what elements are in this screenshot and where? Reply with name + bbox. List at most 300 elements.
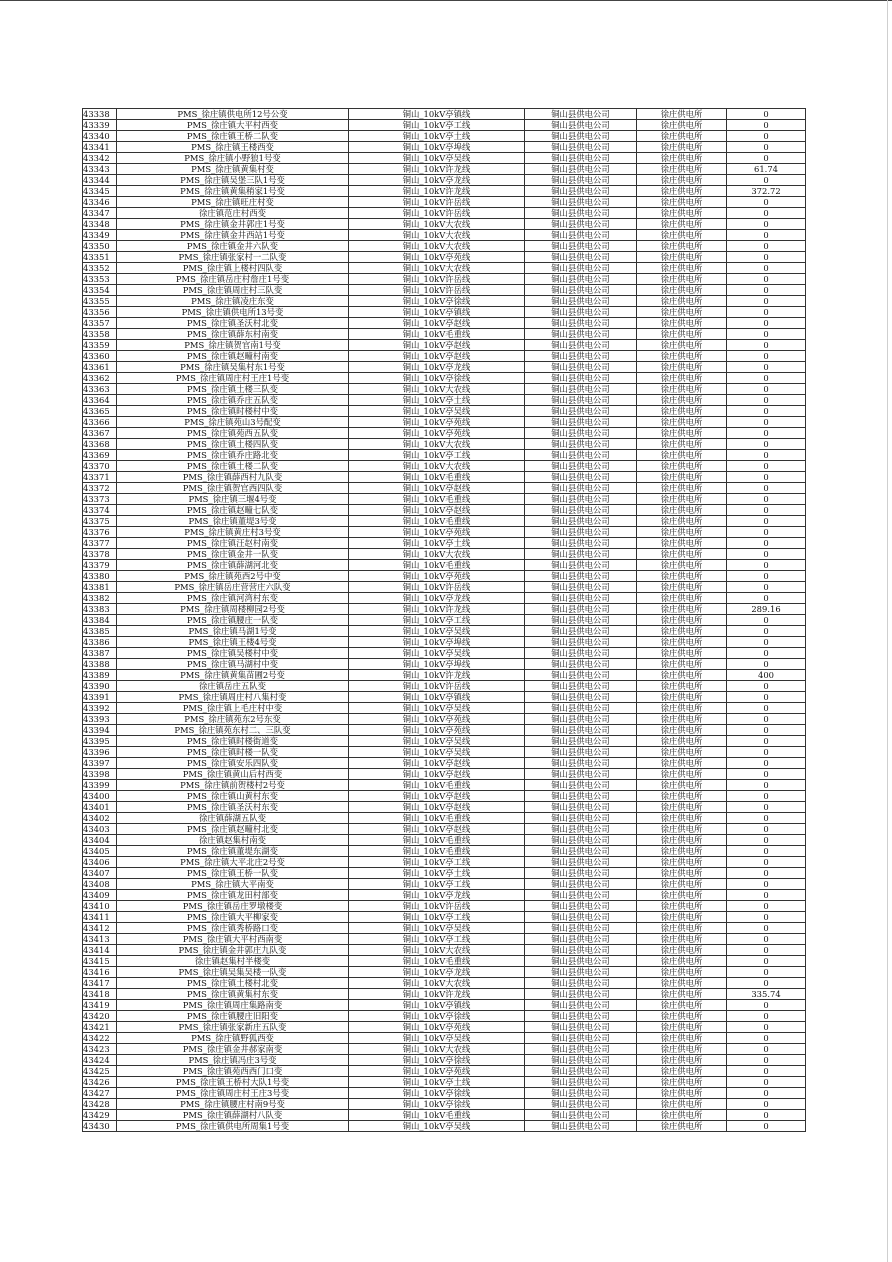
value-cell: 0 [727, 923, 806, 934]
feeder-line: 铜山_10kV亭工线 [349, 879, 525, 890]
transformer-name: PMS_徐庄镇吴堡三队1号变 [117, 175, 349, 186]
feeder-line: 铜山_10kV许岳线 [349, 274, 525, 285]
page-top-border [0, 0, 892, 1]
table-row [83, 472, 806, 483]
company-name: 铜山县供电公司 [525, 472, 637, 483]
station-name: 徐庄供电所 [637, 1022, 727, 1033]
transformer-name: PMS_徐庄镇马湖1号变 [117, 626, 349, 637]
table-row [83, 1121, 806, 1132]
transformer-name: 徐庄镇赵集村南变 [117, 835, 349, 846]
value-cell: 0 [727, 329, 806, 340]
value-cell: 0 [727, 241, 806, 252]
transformer-name: PMS_徐庄镇时楼村中变 [117, 406, 349, 417]
station-name: 徐庄供电所 [637, 142, 727, 153]
company-name: 铜山县供电公司 [525, 824, 637, 835]
row-id: 43401 [83, 802, 117, 813]
value-cell: 0 [727, 1099, 806, 1110]
row-id: 43391 [83, 692, 117, 703]
table-row [83, 164, 806, 175]
row-id: 43398 [83, 769, 117, 780]
company-name: 铜山县供电公司 [525, 637, 637, 648]
company-name: 铜山县供电公司 [525, 956, 637, 967]
company-name: 铜山县供电公司 [525, 736, 637, 747]
feeder-line: 铜山_10kV毛重线 [349, 560, 525, 571]
table-row [83, 450, 806, 461]
row-id: 43378 [83, 549, 117, 560]
row-id: 43428 [83, 1099, 117, 1110]
value-cell: 0 [727, 1121, 806, 1132]
row-id: 43371 [83, 472, 117, 483]
value-cell: 0 [727, 175, 806, 186]
station-name: 徐庄供电所 [637, 747, 727, 758]
company-name: 铜山县供电公司 [525, 780, 637, 791]
table-row [83, 131, 806, 142]
station-name: 徐庄供电所 [637, 978, 727, 989]
value-cell: 0 [727, 956, 806, 967]
table-row [83, 824, 806, 835]
row-id: 43421 [83, 1022, 117, 1033]
row-id: 43358 [83, 329, 117, 340]
row-id: 43384 [83, 615, 117, 626]
value-cell: 0 [727, 1033, 806, 1044]
station-name: 徐庄供电所 [637, 582, 727, 593]
station-name: 徐庄供电所 [637, 538, 727, 549]
table-row [83, 604, 806, 615]
station-name: 徐庄供电所 [637, 285, 727, 296]
transformer-name: PMS_徐庄镇大平南变 [117, 879, 349, 890]
transformer-name: PMS_徐庄镇王楼西变 [117, 142, 349, 153]
feeder-line: 铜山_10kV亭赵线 [349, 769, 525, 780]
company-name: 铜山县供电公司 [525, 109, 637, 120]
value-cell: 0 [727, 1066, 806, 1077]
table-row [83, 142, 806, 153]
company-name: 铜山县供电公司 [525, 1099, 637, 1110]
station-name: 徐庄供电所 [637, 923, 727, 934]
company-name: 铜山县供电公司 [525, 1033, 637, 1044]
feeder-line: 铜山_10kV毛重线 [349, 494, 525, 505]
row-id: 43420 [83, 1011, 117, 1022]
company-name: 铜山县供电公司 [525, 340, 637, 351]
station-name: 徐庄供电所 [637, 483, 727, 494]
station-name: 徐庄供电所 [637, 153, 727, 164]
feeder-line: 铜山_10kV亭徐线 [349, 1088, 525, 1099]
feeder-line: 铜山_10kV亭镇线 [349, 1000, 525, 1011]
company-name: 铜山县供电公司 [525, 659, 637, 670]
transformer-name: PMS_徐庄镇金井西站1号变 [117, 230, 349, 241]
table-row [83, 351, 806, 362]
feeder-line: 铜山_10kV亭工线 [349, 934, 525, 945]
value-cell: 0 [727, 901, 806, 912]
feeder-line: 铜山_10kV大农线 [349, 219, 525, 230]
transformer-table [82, 108, 806, 1132]
row-id: 43360 [83, 351, 117, 362]
transformer-name: PMS_徐庄镇上毛庄村中变 [117, 703, 349, 714]
station-name: 徐庄供电所 [637, 758, 727, 769]
transformer-name: PMS_徐庄镇乔庄路北变 [117, 450, 349, 461]
station-name: 徐庄供电所 [637, 505, 727, 516]
station-name: 徐庄供电所 [637, 1121, 727, 1132]
station-name: 徐庄供电所 [637, 241, 727, 252]
feeder-line: 铜山_10kV亭苑线 [349, 417, 525, 428]
value-cell: 0 [727, 285, 806, 296]
transformer-name: PMS_徐庄镇王桥村大队1号变 [117, 1077, 349, 1088]
value-cell: 0 [727, 879, 806, 890]
row-id: 43370 [83, 461, 117, 472]
transformer-name: PMS_徐庄镇供电所13号变 [117, 307, 349, 318]
transformer-name: PMS_徐庄镇黄集村变 [117, 164, 349, 175]
table-row [83, 901, 806, 912]
value-cell: 0 [727, 912, 806, 923]
feeder-line: 铜山_10kV亭工线 [349, 912, 525, 923]
station-name: 徐庄供电所 [637, 890, 727, 901]
company-name: 铜山县供电公司 [525, 450, 637, 461]
value-cell: 0 [727, 263, 806, 274]
transformer-name: PMS_徐庄镇土楼村北变 [117, 978, 349, 989]
table-row [83, 791, 806, 802]
feeder-line: 铜山_10kV亭吴线 [349, 626, 525, 637]
station-name: 徐庄供电所 [637, 1033, 727, 1044]
table-row [83, 1066, 806, 1077]
table-row [83, 593, 806, 604]
value-cell: 0 [727, 824, 806, 835]
table-row [83, 857, 806, 868]
station-name: 徐庄供电所 [637, 868, 727, 879]
transformer-name: PMS_徐庄镇苑西五队变 [117, 428, 349, 439]
table-row [83, 186, 806, 197]
transformer-name: PMS_徐庄镇马湖村中变 [117, 659, 349, 670]
table-row [83, 1077, 806, 1088]
company-name: 铜山县供电公司 [525, 131, 637, 142]
row-id: 43408 [83, 879, 117, 890]
value-cell: 0 [727, 1110, 806, 1121]
table-row [83, 692, 806, 703]
company-name: 铜山县供电公司 [525, 758, 637, 769]
transformer-name: PMS_徐庄镇岳庄营营庄六队变 [117, 582, 349, 593]
value-cell: 0 [727, 120, 806, 131]
company-name: 铜山县供电公司 [525, 1044, 637, 1055]
station-name: 徐庄供电所 [637, 472, 727, 483]
row-id: 43425 [83, 1066, 117, 1077]
row-id: 43403 [83, 824, 117, 835]
row-id: 43429 [83, 1110, 117, 1121]
station-name: 徐庄供电所 [637, 802, 727, 813]
station-name: 徐庄供电所 [637, 1066, 727, 1077]
transformer-name: PMS_徐庄镇圣沃村北变 [117, 318, 349, 329]
station-name: 徐庄供电所 [637, 1044, 727, 1055]
transformer-name: PMS_徐庄镇土楼二队变 [117, 461, 349, 472]
value-cell: 0 [727, 296, 806, 307]
transformer-name: PMS_徐庄镇周庄村王庄3号变 [117, 1088, 349, 1099]
table-row [83, 736, 806, 747]
value-cell: 61.74 [727, 164, 806, 175]
transformer-name: PMS_徐庄镇乔庄五队变 [117, 395, 349, 406]
value-cell: 0 [727, 208, 806, 219]
value-cell: 0 [727, 483, 806, 494]
feeder-line: 铜山_10kV亭吴线 [349, 648, 525, 659]
table-row [83, 461, 806, 472]
company-name: 铜山县供电公司 [525, 648, 637, 659]
company-name: 铜山县供电公司 [525, 626, 637, 637]
station-name: 徐庄供电所 [637, 956, 727, 967]
company-name: 铜山县供电公司 [525, 307, 637, 318]
feeder-line: 铜山_10kV毛重线 [349, 472, 525, 483]
table-row [83, 769, 806, 780]
transformer-name: PMS_徐庄镇大平北庄2号变 [117, 857, 349, 868]
page-right-edge [887, 0, 888, 1262]
row-id: 43414 [83, 945, 117, 956]
transformer-name: PMS_徐庄镇王楼4号变 [117, 637, 349, 648]
row-id: 43405 [83, 846, 117, 857]
value-cell: 0 [727, 1055, 806, 1066]
station-name: 徐庄供电所 [637, 461, 727, 472]
row-id: 43423 [83, 1044, 117, 1055]
station-name: 徐庄供电所 [637, 560, 727, 571]
station-name: 徐庄供电所 [637, 945, 727, 956]
transformer-name: PMS_徐庄镇金井郭庄九队变 [117, 945, 349, 956]
feeder-line: 铜山_10kV亭龙线 [349, 593, 525, 604]
table-row [83, 120, 806, 131]
station-name: 徐庄供电所 [637, 725, 727, 736]
company-name: 铜山县供电公司 [525, 593, 637, 604]
row-id: 43387 [83, 648, 117, 659]
transformer-name: PMS_徐庄镇前贺楼村2号变 [117, 780, 349, 791]
table-row [83, 538, 806, 549]
company-name: 铜山县供电公司 [525, 329, 637, 340]
company-name: 铜山县供电公司 [525, 791, 637, 802]
station-name: 徐庄供电所 [637, 351, 727, 362]
row-id: 43345 [83, 186, 117, 197]
row-id: 43385 [83, 626, 117, 637]
station-name: 徐庄供电所 [637, 296, 727, 307]
station-name: 徐庄供电所 [637, 571, 727, 582]
station-name: 徐庄供电所 [637, 109, 727, 120]
company-name: 铜山县供电公司 [525, 483, 637, 494]
company-name: 铜山县供电公司 [525, 186, 637, 197]
company-name: 铜山县供电公司 [525, 417, 637, 428]
feeder-line: 铜山_10kV许岳线 [349, 582, 525, 593]
table-row [83, 549, 806, 560]
value-cell: 0 [727, 428, 806, 439]
value-cell: 0 [727, 934, 806, 945]
feeder-line: 铜山_10kV亭吴线 [349, 703, 525, 714]
transformer-name: PMS_徐庄镇腰庄一队变 [117, 615, 349, 626]
value-cell: 0 [727, 1000, 806, 1011]
station-name: 徐庄供电所 [637, 318, 727, 329]
feeder-line: 铜山_10kV许龙线 [349, 989, 525, 1000]
value-cell: 0 [727, 461, 806, 472]
station-name: 徐庄供电所 [637, 736, 727, 747]
company-name: 铜山县供电公司 [525, 142, 637, 153]
transformer-name: PMS_徐庄镇董堤3号变 [117, 516, 349, 527]
value-cell: 0 [727, 978, 806, 989]
company-name: 铜山县供电公司 [525, 901, 637, 912]
station-name: 徐庄供电所 [637, 395, 727, 406]
station-name: 徐庄供电所 [637, 615, 727, 626]
table-row [83, 285, 806, 296]
company-name: 铜山县供电公司 [525, 725, 637, 736]
station-name: 徐庄供电所 [637, 252, 727, 263]
table-row [83, 1099, 806, 1110]
transformer-name: PMS_徐庄镇赵疃村南变 [117, 351, 349, 362]
row-id: 43351 [83, 252, 117, 263]
row-id: 43338 [83, 109, 117, 120]
feeder-line: 铜山_10kV亭龙线 [349, 890, 525, 901]
company-name: 铜山县供电公司 [525, 989, 637, 1000]
value-cell: 0 [727, 538, 806, 549]
transformer-name: PMS_徐庄镇吴集吴楼一队变 [117, 967, 349, 978]
row-id: 43383 [83, 604, 117, 615]
row-id: 43350 [83, 241, 117, 252]
feeder-line: 铜山_10kV亭徐线 [349, 1055, 525, 1066]
table-row [83, 714, 806, 725]
value-cell: 0 [727, 835, 806, 846]
table-row [83, 1000, 806, 1011]
feeder-line: 铜山_10kV亭赵线 [349, 791, 525, 802]
feeder-line: 铜山_10kV亭工线 [349, 615, 525, 626]
value-cell: 0 [727, 846, 806, 857]
transformer-name: PMS_徐庄镇薛西村九队变 [117, 472, 349, 483]
station-name: 徐庄供电所 [637, 857, 727, 868]
transformer-name: PMS_徐庄镇岳庄村詹庄1号变 [117, 274, 349, 285]
row-id: 43411 [83, 912, 117, 923]
table-row [83, 703, 806, 714]
value-cell: 0 [727, 681, 806, 692]
company-name: 铜山县供电公司 [525, 461, 637, 472]
company-name: 铜山县供电公司 [525, 252, 637, 263]
transformer-name: PMS_徐庄镇岳庄罗墩楼变 [117, 901, 349, 912]
feeder-line: 铜山_10kV毛重线 [349, 813, 525, 824]
company-name: 铜山县供电公司 [525, 164, 637, 175]
feeder-line: 铜山_10kV毛重线 [349, 516, 525, 527]
table-row [83, 802, 806, 813]
transformer-name: PMS_徐庄镇圣沃村东变 [117, 802, 349, 813]
row-id: 43348 [83, 219, 117, 230]
transformer-name: PMS_徐庄镇腰庄村南9号变 [117, 1099, 349, 1110]
feeder-line: 铜山_10kV亭镇线 [349, 109, 525, 120]
feeder-line: 铜山_10kV亭龙线 [349, 175, 525, 186]
table-row [83, 670, 806, 681]
station-name: 徐庄供电所 [637, 879, 727, 890]
value-cell: 0 [727, 890, 806, 901]
value-cell: 372.72 [727, 186, 806, 197]
transformer-name: PMS_徐庄镇张家村一二队变 [117, 252, 349, 263]
station-name: 徐庄供电所 [637, 527, 727, 538]
company-name: 铜山县供电公司 [525, 560, 637, 571]
company-name: 铜山县供电公司 [525, 153, 637, 164]
feeder-line: 铜山_10kV毛重线 [349, 329, 525, 340]
station-name: 徐庄供电所 [637, 417, 727, 428]
value-cell: 0 [727, 802, 806, 813]
company-name: 铜山县供电公司 [525, 978, 637, 989]
table-row [83, 1110, 806, 1121]
station-name: 徐庄供电所 [637, 120, 727, 131]
table-row [83, 384, 806, 395]
transformer-name: PMS_徐庄镇王桥一队变 [117, 868, 349, 879]
station-name: 徐庄供电所 [637, 1077, 727, 1088]
row-id: 43352 [83, 263, 117, 274]
company-name: 铜山县供电公司 [525, 373, 637, 384]
feeder-line: 铜山_10kV大农线 [349, 439, 525, 450]
row-id: 43359 [83, 340, 117, 351]
value-cell: 0 [727, 1077, 806, 1088]
value-cell: 0 [727, 307, 806, 318]
feeder-line: 铜山_10kV亭苑线 [349, 1022, 525, 1033]
table-row [83, 516, 806, 527]
feeder-line: 铜山_10kV大农线 [349, 461, 525, 472]
company-name: 铜山县供电公司 [525, 1000, 637, 1011]
station-name: 徐庄供电所 [637, 780, 727, 791]
station-name: 徐庄供电所 [637, 384, 727, 395]
feeder-line: 铜山_10kV亭土线 [349, 538, 525, 549]
feeder-line: 铜山_10kV许岳线 [349, 208, 525, 219]
table-row [83, 417, 806, 428]
company-name: 铜山县供电公司 [525, 318, 637, 329]
transformer-name: PMS_徐庄镇王桥二队变 [117, 131, 349, 142]
table-row [83, 725, 806, 736]
table-row [83, 1033, 806, 1044]
company-name: 铜山县供电公司 [525, 714, 637, 725]
row-id: 43430 [83, 1121, 117, 1132]
value-cell: 0 [727, 1022, 806, 1033]
station-name: 徐庄供电所 [637, 714, 727, 725]
table-row [83, 1011, 806, 1022]
table-row [83, 406, 806, 417]
transformer-name: PMS_徐庄镇金井郝家南变 [117, 1044, 349, 1055]
transformer-name: PMS_徐庄镇供电所12号公变 [117, 109, 349, 120]
row-id: 43344 [83, 175, 117, 186]
transformer-name: PMS_徐庄镇黄集稍家1号变 [117, 186, 349, 197]
row-id: 43381 [83, 582, 117, 593]
value-cell: 0 [727, 725, 806, 736]
table-row [83, 879, 806, 890]
table-row [83, 373, 806, 384]
station-name: 徐庄供电所 [637, 1055, 727, 1066]
feeder-line: 铜山_10kV亭赵线 [349, 802, 525, 813]
row-id: 43347 [83, 208, 117, 219]
transformer-name: PMS_徐庄镇上楼村四队变 [117, 263, 349, 274]
company-name: 铜山县供电公司 [525, 439, 637, 450]
transformer-name: PMS_徐庄镇大平村西南变 [117, 934, 349, 945]
station-name: 徐庄供电所 [637, 637, 727, 648]
value-cell: 0 [727, 219, 806, 230]
company-name: 铜山县供电公司 [525, 747, 637, 758]
row-id: 43372 [83, 483, 117, 494]
value-cell: 0 [727, 351, 806, 362]
row-id: 43416 [83, 967, 117, 978]
transformer-name: PMS_徐庄镇小野狼1号变 [117, 153, 349, 164]
feeder-line: 铜山_10kV亭埠线 [349, 142, 525, 153]
company-name: 铜山县供电公司 [525, 208, 637, 219]
row-id: 43418 [83, 989, 117, 1000]
table-row [83, 582, 806, 593]
table-row [83, 835, 806, 846]
value-cell: 0 [727, 505, 806, 516]
company-name: 铜山县供电公司 [525, 1110, 637, 1121]
feeder-line: 铜山_10kV大农线 [349, 230, 525, 241]
company-name: 铜山县供电公司 [525, 1022, 637, 1033]
table-row [83, 1022, 806, 1033]
feeder-line: 铜山_10kV亭埠线 [349, 637, 525, 648]
feeder-line: 铜山_10kV亭赵线 [349, 758, 525, 769]
company-name: 铜山县供电公司 [525, 1077, 637, 1088]
feeder-line: 铜山_10kV亭苑线 [349, 428, 525, 439]
company-name: 铜山县供电公司 [525, 670, 637, 681]
value-cell: 0 [727, 714, 806, 725]
station-name: 徐庄供电所 [637, 835, 727, 846]
row-id: 43364 [83, 395, 117, 406]
value-cell: 0 [727, 791, 806, 802]
feeder-line: 铜山_10kV许岳线 [349, 901, 525, 912]
